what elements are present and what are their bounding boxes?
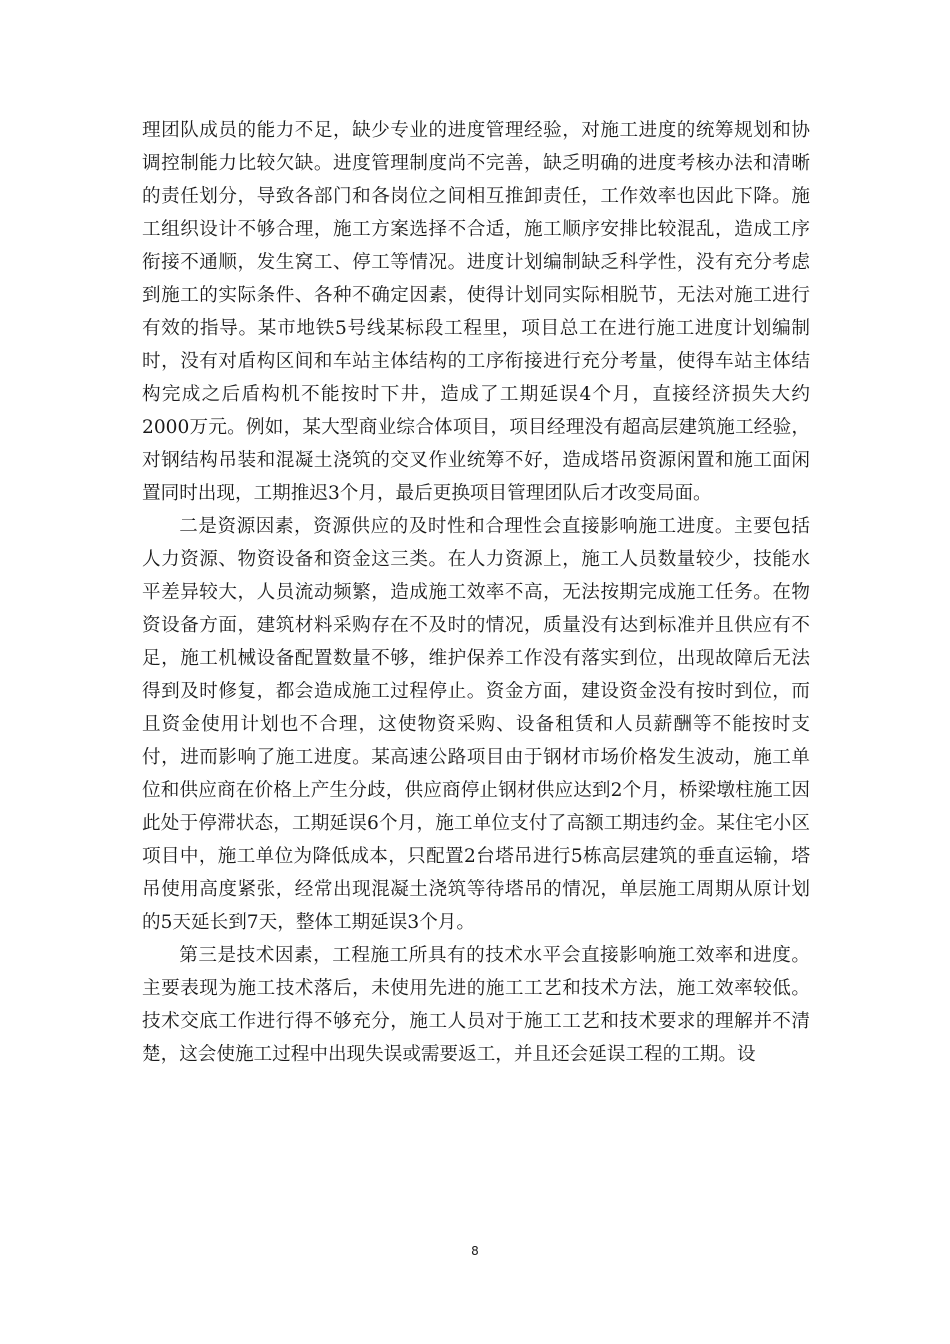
body-text bbox=[142, 114, 810, 1071]
page-number: 8 bbox=[471, 1244, 479, 1258]
paragraph-resource-factors: 二是资源因素，资源供应的及时性和合理性会直接影响施工进度。主要包括人力资源、物资设备和资金这三类。在人力资源上，施工人员数量较少，技能水平差异较大，人员流动频繁，造成施工效率不高，无法按期完成施工任务。在物资设备方面，建筑材料采购存在不及时的情况，质量没有达到标准并且供应有不足，施工机械设备配置数量不够，维护保养工作没有落实到位，出现故障后无法得到及时修复，都会造成施工过程停止。资金方面，建设资金没有按时到位，而且资金使用计划也不合理，这使物资采购、设备租赁和人员薪酬等不能按时支付，进而影响了施工进度。某高速公路项目由于钢材市场价格发生波动，施工单位和供应商在价格上产生分歧，供应商停止钢材供应达到2个月，桥梁墩柱施工因此处于停滞状态，工期延误6个月，施工单位支付了高额工期违约金。某住宅小区项目中，施工单位为降低成本，只配置2台塔吊进行5栋高层建筑的垂直运输，塔吊使用高度紧张，经常出现混凝土浇筑等待塔吊的情况，单层施工周期从原计划的5天延长到7天，整体工期延误3个月。 bbox=[142, 516, 810, 933]
paragraph-continued: 理团队成员的能力不足，缺少专业的进度管理经验，对施工进度的统筹规划和协调控制能力比较欠缺。进度管理制度尚不完善，缺乏明确的进度考核办法和清晰的责任划分，导致各部门和各岗位之间相互推卸责任，工作效率也因此下降。施工组织设计不够合理，施工方案选择不合适，施工顺序安排比较混乱，造成工序衔接不通顺，发生窝工、停工等情况。进度计划编制缺乏科学性，没有充分考虑到施工的实际条件、各种不确定因素，使得计划同实际相脱节，无法对施工进行有效的指导。某市地铁5号线某标段工程里，项目总工在进行施工进度计划编制时，没有对盾构区间和车站主体结构的工序衔接进行充分考量，使得车站主体结构完成之后盾构机不能按时下井，造成了工期延误4个月，直接经济损失大约2000万元。例如，某大型商业综合体项目，项目经理没有超高层建筑施工经验，对钢结构吊装和混凝土浇筑的交叉作业统筹不好，造成塔吊资源闲置和施工面闲置同时出现，工期推迟3个月，最后更换项目管理团队后才改变局面。 bbox=[142, 120, 810, 504]
paragraph-technical-factors: 第三是技术因素，工程施工所具有的技术水平会直接影响施工效率和进度。主要表现为施工技术落后，未使用先进的施工工艺和技术方法，施工效率较低。技术交底工作进行得不够充分，施工人员对于施工工艺和技术要求的理解并不清楚，这会使施工过程中出现失误或需要返工，并且还会延误工程的工期。设 bbox=[142, 945, 810, 1065]
